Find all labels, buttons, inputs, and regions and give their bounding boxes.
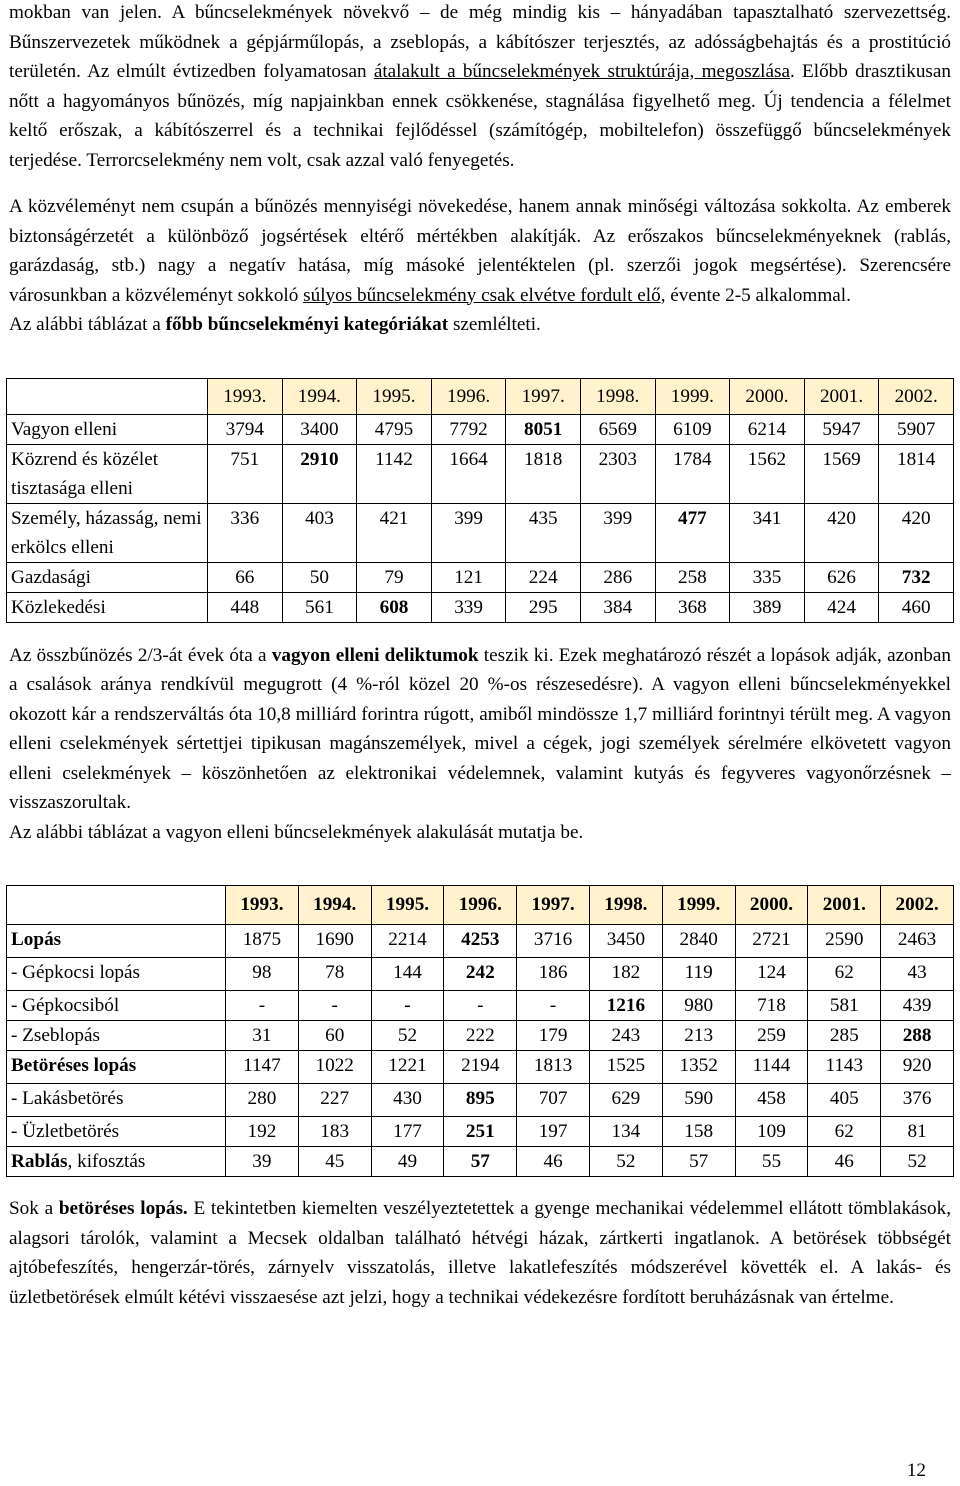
text-run: mokban van jelen. A bűncselekmények növekvő – de még mindig kis – hányadában tapasztalható szervezettség. Bűnszervezetek működnek a gépjárműlopás, a zseblopás, a kábítószer terjesztés, az adósságbehajtás és a prostitúció területén. Az elmúlt évtizedben folyamatosan [9, 2, 951, 82]
table-cell: 2463 [881, 925, 954, 958]
row-label-bold-part: Rablás [11, 1151, 68, 1172]
paragraph-public-opinion [9, 192, 951, 310]
row-label: Személy, házasság, nemi erkölcs elleni [7, 503, 208, 562]
row-label: Betöréses lopás [7, 1051, 226, 1084]
table-cell-highlight: 608 [357, 592, 432, 622]
table-cell: 258 [655, 562, 730, 592]
table-cell: 980 [662, 991, 735, 1021]
table-cell: 31 [226, 1021, 299, 1051]
text-run: szemlélteti. [448, 314, 541, 335]
year-header: 2000. [735, 886, 808, 925]
table-cell: 186 [517, 958, 590, 991]
table-cell: 1814 [879, 444, 954, 503]
text-run: , évente 2-5 alkalommal. [660, 284, 851, 306]
table-cell: 45 [298, 1147, 371, 1177]
table-cell: 420 [879, 503, 954, 562]
bold-text: főbb bűncselekményi kategóriákat [165, 314, 449, 335]
table-cell: 1143 [808, 1051, 881, 1084]
row-label: Közlekedési [7, 592, 208, 622]
table-cell-highlight: 242 [444, 958, 517, 991]
table-cell: 2840 [662, 925, 735, 958]
table-cell: 3794 [208, 414, 283, 444]
year-header: 2001. [804, 378, 879, 414]
table-cell: 439 [881, 991, 954, 1021]
table-cell: 1142 [357, 444, 432, 503]
row-label: - Üzletbetörés [7, 1117, 226, 1147]
table-cell: 1221 [371, 1051, 444, 1084]
table-cell: 280 [226, 1084, 299, 1117]
table-cell: 46 [808, 1147, 881, 1177]
table-cell: 1813 [517, 1051, 590, 1084]
table-cell: 285 [808, 1021, 881, 1051]
table-cell: 121 [431, 562, 506, 592]
table-cell: 376 [881, 1084, 954, 1117]
row-label: Lopás [7, 925, 226, 958]
underlined-text: átalakult a bűncselekmények struktúrája, megoszlása [373, 61, 791, 82]
table-cell: 1569 [804, 444, 879, 503]
table-cell: 1147 [226, 1051, 299, 1084]
table-cell: 179 [517, 1021, 590, 1051]
year-header: 1993. [226, 886, 299, 925]
table-cell: 6109 [655, 414, 730, 444]
table-cell: 182 [589, 958, 662, 991]
year-header: 1998. [580, 378, 655, 414]
table-cell: 224 [506, 562, 581, 592]
table-header-row [7, 378, 954, 414]
table-row [7, 1051, 954, 1084]
year-header: 2000. [730, 378, 805, 414]
bold-text: betöréses lopás. [58, 1198, 188, 1219]
table-cell: 1144 [735, 1051, 808, 1084]
table-cell: 227 [298, 1084, 371, 1117]
table-row [7, 1117, 954, 1147]
table-cell: 1818 [506, 444, 581, 503]
table-cell: 222 [444, 1021, 517, 1051]
table-cell: 2214 [371, 925, 444, 958]
table-cell: 6214 [730, 414, 805, 444]
table-row [7, 592, 954, 622]
table-cell: 183 [298, 1117, 371, 1147]
table-cell: 335 [730, 562, 805, 592]
text-run: . Előbb drasztikusan nőtt a hagyományos bűnözés, míg napjainkban ennek csökkenése, stagnálása figyelhető meg. Új tendencia a félelmet keltő erőszak, a kábítószerrel és a technikai fejlődéssel (számítógép, mobiltelefon) összefüggő bűncselekmények terjedése. Terrorcselekmény nem volt, csak azzal való fenyegetés. [9, 61, 951, 171]
table-cell: - [517, 991, 590, 1021]
table-cell: - [444, 991, 517, 1021]
table-cell: 2194 [444, 1051, 517, 1084]
table-cell: 460 [879, 592, 954, 622]
table-cell: 79 [357, 562, 432, 592]
table-cell-highlight: 288 [881, 1021, 954, 1051]
table-cell: 368 [655, 592, 730, 622]
table-cell-highlight: 1216 [589, 991, 662, 1021]
year-header: 1998. [589, 886, 662, 925]
paragraph-structure [9, 0, 951, 175]
table-cell: 399 [580, 503, 655, 562]
table-cell: 1525 [589, 1051, 662, 1084]
table-cell: 5907 [879, 414, 954, 444]
text-run: Az alábbi táblázat a vagyon elleni bűncselekmények alakulását mutatja be. [9, 821, 584, 843]
table-cell: 192 [226, 1117, 299, 1147]
row-label: - Gépkocsiból [7, 991, 226, 1021]
year-header: 1999. [662, 886, 735, 925]
table-cell: 197 [517, 1117, 590, 1147]
year-header: 1997. [506, 378, 581, 414]
table-cell: 336 [208, 503, 283, 562]
table-cell: 920 [881, 1051, 954, 1084]
year-header: 1994. [282, 378, 357, 414]
table-cell: 448 [208, 592, 283, 622]
table-cell: 43 [881, 958, 954, 991]
table-cell: 243 [589, 1021, 662, 1051]
table-cell: 420 [804, 503, 879, 562]
page-number: 12 [906, 1460, 926, 1481]
year-header: 1999. [655, 378, 730, 414]
table-cell: 62 [808, 1117, 881, 1147]
table-cell: - [371, 991, 444, 1021]
row-label: Gazdasági [7, 562, 208, 592]
table-row [7, 1147, 954, 1177]
table-cell: 55 [735, 1147, 808, 1177]
table-cell: 435 [506, 503, 581, 562]
paragraph-table-intro-2 [9, 818, 951, 848]
table-cell: 5947 [804, 414, 879, 444]
year-header: 2002. [881, 886, 954, 925]
table-cell: 1784 [655, 444, 730, 503]
table-cell: 7792 [431, 414, 506, 444]
table-cell: 751 [208, 444, 283, 503]
table-cell: 629 [589, 1084, 662, 1117]
table-cell-highlight: 8051 [506, 414, 581, 444]
property-crime-table [6, 885, 954, 1177]
table-cell: 421 [357, 503, 432, 562]
table-row [7, 1084, 954, 1117]
table-cell: 213 [662, 1021, 735, 1051]
table-cell-highlight: 57 [444, 1147, 517, 1177]
table-cell-highlight: 895 [444, 1084, 517, 1117]
table-cell-highlight: 2910 [282, 444, 357, 503]
table-cell: 2721 [735, 925, 808, 958]
table-cell: 78 [298, 958, 371, 991]
row-label: - Zseblopás [7, 1021, 226, 1051]
table-cell: 286 [580, 562, 655, 592]
table-cell: 1875 [226, 925, 299, 958]
table-cell: 430 [371, 1084, 444, 1117]
table-row [7, 1021, 954, 1051]
table-row [7, 414, 954, 444]
row-label: Közrend és közélet tisztasága elleni [7, 444, 208, 503]
table-cell: 1562 [730, 444, 805, 503]
table-cell: 46 [517, 1147, 590, 1177]
table-row [7, 925, 954, 958]
table-header-row [7, 886, 954, 925]
table-row [7, 562, 954, 592]
table-cell: 384 [580, 592, 655, 622]
table-cell: 109 [735, 1117, 808, 1147]
row-label: Vagyon elleni [7, 414, 208, 444]
text-run: Az alábbi táblázat a [9, 314, 166, 335]
table-cell: 295 [506, 592, 581, 622]
table-cell: 62 [808, 958, 881, 991]
table-cell-highlight: 477 [655, 503, 730, 562]
header-corner-cell [7, 378, 208, 414]
table-cell: 1664 [431, 444, 506, 503]
table-row [7, 991, 954, 1021]
table-cell: 134 [589, 1117, 662, 1147]
paragraph-burglary [9, 1194, 951, 1312]
table-cell: 49 [371, 1147, 444, 1177]
table-cell: 259 [735, 1021, 808, 1051]
table-cell: 707 [517, 1084, 590, 1117]
table-cell: 626 [804, 562, 879, 592]
table-cell: 424 [804, 592, 879, 622]
table-cell-highlight: 732 [879, 562, 954, 592]
table-row [7, 958, 954, 991]
table-cell: 561 [282, 592, 357, 622]
year-header: 1996. [444, 886, 517, 925]
table-cell: 6569 [580, 414, 655, 444]
table-cell: 399 [431, 503, 506, 562]
table-cell: 52 [371, 1021, 444, 1051]
table-row [7, 444, 954, 503]
year-header: 1995. [371, 886, 444, 925]
year-header: 1995. [357, 378, 432, 414]
table-cell: - [298, 991, 371, 1021]
table-cell: 458 [735, 1084, 808, 1117]
table-cell: 119 [662, 958, 735, 991]
underlined-text: súlyos bűncselekmény csak elvétve fordult elő [303, 284, 661, 306]
table-cell: 3716 [517, 925, 590, 958]
year-header: 1994. [298, 886, 371, 925]
table-cell: 1690 [298, 925, 371, 958]
header-corner-cell [7, 886, 226, 925]
table-cell: 341 [730, 503, 805, 562]
table-cell: 81 [881, 1117, 954, 1147]
paragraph-table-intro [9, 310, 951, 340]
year-header: 1993. [208, 378, 283, 414]
table-cell: 403 [282, 503, 357, 562]
table-cell: 1352 [662, 1051, 735, 1084]
row-label: - Gépkocsi lopás [7, 958, 226, 991]
table-cell: 52 [881, 1147, 954, 1177]
table-cell: 339 [431, 592, 506, 622]
year-header: 2001. [808, 886, 881, 925]
table-cell: 590 [662, 1084, 735, 1117]
year-header: 1997. [517, 886, 590, 925]
table-cell: 2590 [808, 925, 881, 958]
bold-text: vagyon elleni deliktumok [271, 644, 479, 666]
table-cell: 52 [589, 1147, 662, 1177]
table-cell-highlight: 4253 [444, 925, 517, 958]
table-cell: 124 [735, 958, 808, 991]
table-cell: 39 [226, 1147, 299, 1177]
table-cell: 2303 [580, 444, 655, 503]
table-cell: 57 [662, 1147, 735, 1177]
table-cell: 144 [371, 958, 444, 991]
table-row [7, 503, 954, 562]
table-cell: 60 [298, 1021, 371, 1051]
table-cell: 581 [808, 991, 881, 1021]
paragraph-property-crime [9, 641, 951, 818]
text-run: Az összbűnözés 2/3-át évek óta a [9, 644, 272, 666]
table-cell: 3450 [589, 925, 662, 958]
table-cell: 66 [208, 562, 283, 592]
table-cell-highlight: 251 [444, 1117, 517, 1147]
year-header: 1996. [431, 378, 506, 414]
text-run: A közvéleményt nem csupán a bűnözés mennyiségi növekedése, hanem annak minőségi változása sokkolta. Az emberek biztonságérzetét a különböző jogsértések eltérő mértékben alakítják. Az erőszakos bűncselekményeknek (rablás, garázdaság, stb.) nagy a negatív hatása, míg másoké jelentéktelen (pl. szerzői jogok megsértése). Szerencsére városunkban a közvéleményt sokkoló [9, 196, 951, 306]
table-cell: 389 [730, 592, 805, 622]
year-header: 2002. [879, 378, 954, 414]
row-label [7, 1147, 226, 1177]
row-label: - Lakásbetörés [7, 1084, 226, 1117]
text-run: teszik ki. Ezek meghatározó részét a lopások adják, azonban a csalások aránya rendkívül megugrott (4 %-ról közel 20 %-os részesedésre). A vagyon elleni bűncselekményekkel okozott kár a rendszerváltás óta 10,8 milliárd forintra rúgott, amiből mindössze 1,7 milliárd forintnyi térült meg. A vagyon elleni cselekmények sértettjei tipikusan magánszemélyek, mivel a cégek, jogi személyek sérelmére elkövetett vagyon elleni cselekmények – köszönhetően az elektronikai védelemnek, valamint kutyás és fegyveres vagyonőrzésnek – visszaszorultak. [9, 644, 952, 813]
table-cell: 98 [226, 958, 299, 991]
table-cell: 718 [735, 991, 808, 1021]
table-cell: - [226, 991, 299, 1021]
table-cell: 158 [662, 1117, 735, 1147]
table-cell: 3400 [282, 414, 357, 444]
text-run: Sok a [9, 1198, 59, 1219]
table-cell: 4795 [357, 414, 432, 444]
row-label-rest: , kifosztás [67, 1151, 146, 1172]
text-run: E tekintetben kiemelten veszélyeztetettek a gyenge mechanikai védelemmel ellátott tömblakások, alagsori tárolók, valamint a Mecsek oldalban található hétvégi házak, zártkerti ingatlanok. A betörések többségét ajtóbefeszítés, hengerzár-törés, zárnyelv visszatolás, illetve lakatlefeszítés módszerével követték el. A lakás- és üzletbetörések elmúlt kétévi visszaesése azt jelzi, hogy a technikai védekezésre fordított beruházásnak van értelme. [9, 1198, 952, 1308]
table-cell: 1022 [298, 1051, 371, 1084]
table-cell: 177 [371, 1117, 444, 1147]
table-cell: 50 [282, 562, 357, 592]
table-cell: 405 [808, 1084, 881, 1117]
crime-categories-table [6, 378, 954, 623]
